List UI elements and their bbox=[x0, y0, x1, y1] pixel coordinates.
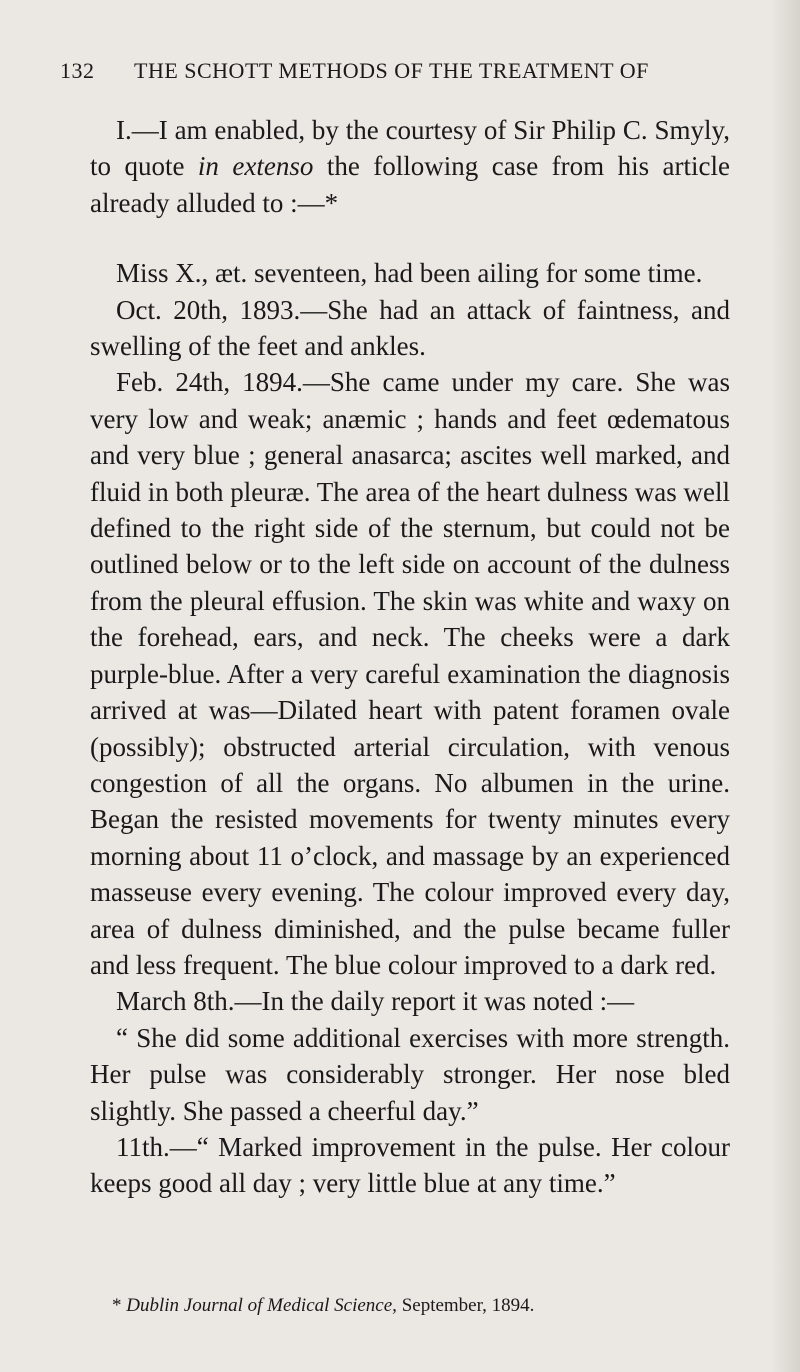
footnote bbox=[112, 1295, 752, 1317]
paragraph-march-8: March 8th.—In the daily report it was noted :— bbox=[116, 986, 635, 1017]
page-edge-shadow bbox=[770, 0, 800, 1372]
running-header bbox=[60, 58, 760, 84]
intro-text-prefix: I.—I am enabled, by the courtesy of Sir Philip C. Smyly, to quote bbox=[90, 115, 730, 182]
intro-italic-phrase: in extenso bbox=[197, 151, 314, 182]
footnote-marker: * bbox=[112, 1295, 127, 1316]
body-text bbox=[90, 112, 730, 1202]
paragraph-feb-1894: Feb. 24th, 1894.—She came under my care. She was very low and weak; anæmic ; hands and feet œdematous and very blue ; general anasarca; ascites well marked, and fluid in both pleuræ. The area of the heart dulness was well defined to the right side of the sternum, but could not be outlined below or to the left side on account of the dulness from the pleural effusion. The skin was white and waxy on the forehead, ears, and neck. The cheeks were a dark purple-blue. After a very careful examination the diagnosis arrived at was—Dilated heart with patent foramen ovale (possibly); obstructed arterial circulation, with venous congestion of all the organs. No albumen in the urine. Began the resisted movements for twenty minutes every morning about 11 o’clock, and massage by an experienced masseuse every evening. The colour improved every day, area of dulness diminished, and the pulse became fuller and less frequent. The blue colour improved to a dark red. bbox=[90, 367, 730, 980]
page-number: 132 bbox=[60, 58, 95, 83]
running-title: THE SCHOTT METHODS OF THE TREATMENT OF bbox=[134, 58, 649, 83]
paragraph-oct-1893: Oct. 20th, 1893.—She had an attack of faintness, and swelling of the feet and ankles. bbox=[90, 294, 730, 362]
footnote-journal: Dublin Journal of Medical Science, bbox=[126, 1295, 397, 1316]
intro-text-suffix: the following case from his article already alluded to :—* bbox=[90, 151, 730, 218]
footnote-date: September, 1894. bbox=[396, 1295, 535, 1316]
paragraph-11th: 11th.—“ Marked improvement in the pulse. Her colour keeps good all day ; very little blue at any time.” bbox=[90, 1131, 730, 1199]
paragraph-daily-report: “ She did some additional exercises with more strength. Her pulse was considerably stronger. Her nose bled slightly. She passed a cheerful day.” bbox=[90, 1022, 730, 1126]
paragraph-patient: Miss X., æt. seventeen, had been ailing for some time. bbox=[116, 258, 703, 289]
intro-paragraph bbox=[90, 112, 730, 221]
